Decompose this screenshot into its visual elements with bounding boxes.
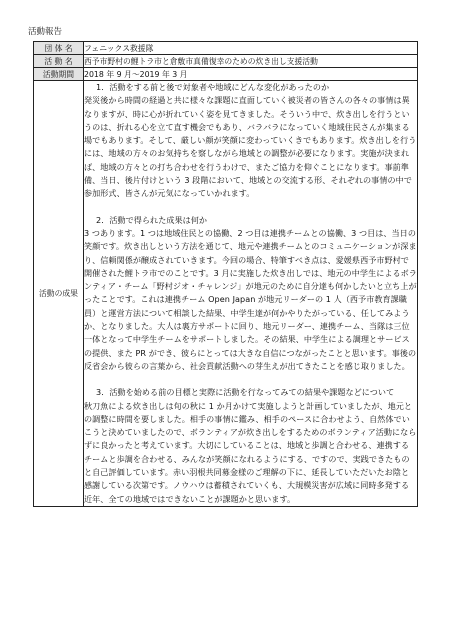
section-2-body: 3 つあります。1 つは地域住民との協働、2 つ目は連携チームとの協働、3 つ目は、当日の笑顔です。炊き出しという方法を通じて、地元や連携チームとのコミュニケーションが深まり、信頼関係が醸成されていきます。今回の場合、特筆すべき点は、愛媛県西予市野村で開催された鯉トラ市でのことです。3 月に実施した炊き出しでは、地元の中学生によるボランティア・チーム「野村ジオ・チャレンジ」が地元のために自分達も何かしたいと立ち上がったことです。これは連携チーム Open Japan が地元リーダーの 1 人（西予市教育課職員）と運営方法について相談した結果、中学生達が何かやりたがっている、任してみようか、となりました。大人は裏方サポートに回り、地元リーダー、連携チーム、当隊は三位一体となって中学生チームをサポートしました。その結果、中学生による調理とサービスの提供、また PR ができ、彼らにとっては大きな自信につながったことと思います。事後の反省会から彼らの言葉から、社会貢献活動への芽生えが出てきたことを感じ取りました。 bbox=[84, 227, 417, 371]
label-activity-period: 活動期間 bbox=[34, 68, 84, 81]
value-activity-period: 2018 年 9 月〜2019 年 3 月 bbox=[84, 68, 418, 81]
section-2-heading: 2．活動で得られた成果は何か bbox=[96, 214, 208, 225]
table-row-results bbox=[34, 81, 418, 507]
section-3-body: 秋刀魚による炊き出しは旬の秋に 1 か月かけて実施しようと計画していましたが、地元との調整に時間を要しました。相手の事情に鑑み、相手のペースに合わせよう、自然体でいこうと決めていましたので、ボランティアが炊き出しをするためのボランティア活動にならずに良かったと考えています。大切にしていることは、地域と歩調と合わせる、連携するチームと歩調を合わせる、みんなが笑顔になれるようにする、ですので、実践できたものと自己評価しています。赤い羽根共同募金様のご理解の下に、延長していただいたお陰と感謝している次第です。ノウハウは蓄積されていくも、大規模災害が広域に同時多発する近年、全ての地域ではできないことが課題かと思います。 bbox=[84, 400, 417, 504]
label-organization-name: 団 体 名 bbox=[34, 42, 84, 55]
section-3-heading: 3．活動を始める前の目標と実際に活動を行なってみての結果や課題などについて bbox=[96, 387, 395, 398]
section-1-heading: 1．活動をする前と後で対象者や地域にどんな変化があったのか bbox=[96, 82, 330, 92]
table-row-period bbox=[34, 68, 418, 81]
value-organization-name: フェニックス救援隊 bbox=[84, 42, 418, 55]
label-activity-results: 活動の成果 bbox=[34, 81, 84, 507]
document-heading: 活動報告 bbox=[28, 27, 63, 37]
results-content bbox=[84, 81, 418, 507]
section-1-body: 発災後から時間の経過と共に様々な課題に直面していく被災者の皆さんの各々の事情は異なりますが、時に心が折れていく姿を見てきました。そういう中で、炊き出しを行うというのは、折れる心を立て直す機会でもあり、バラバラになっていく地域住民さんが集まる場でもあります。そして、厳しい顔が笑顔に変わっていくきでもあります。炊き出しを行うには、地域の方々のお気持ちを察しながら地域との調整が必要になります。実施が決まれば、地域の方々との打ち合わせを行うわけで、またご協力を仰ぐことになります。事前準備、当日、後片付けという 3 段階において、地域との交流する形、それぞれの事情の中で参加形式、皆さんが元気になっていかれます。 bbox=[84, 95, 417, 199]
report-table bbox=[33, 41, 418, 507]
label-activity-name: 活 動 名 bbox=[34, 55, 84, 68]
spacer bbox=[84, 373, 417, 386]
table-row-activity bbox=[34, 55, 418, 68]
value-activity-name: 西予市野村の鯉トラ市と倉敷市真備復幸のための炊き出し支援活動 bbox=[84, 55, 418, 68]
table-row-organization bbox=[34, 42, 418, 55]
spacer bbox=[84, 201, 417, 214]
